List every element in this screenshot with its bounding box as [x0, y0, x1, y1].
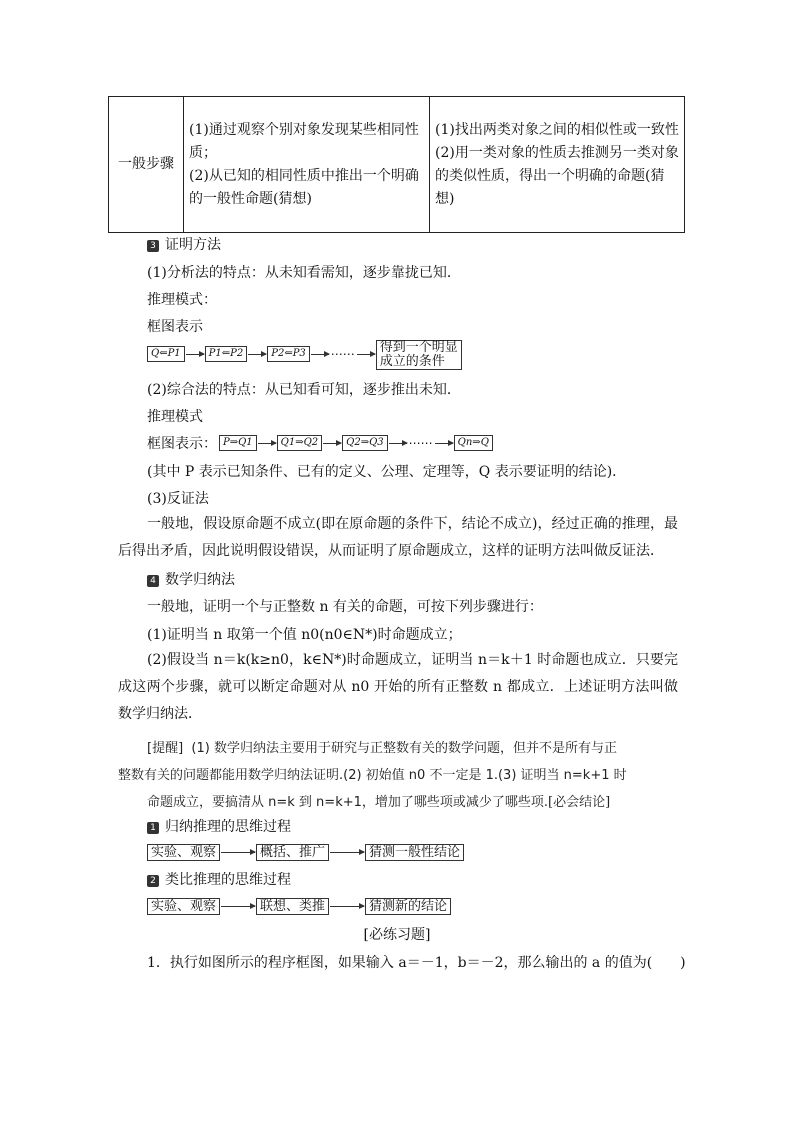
conclusion-number-badge: 2 — [147, 875, 159, 887]
flow-box: 实验、观察 — [147, 898, 220, 915]
flow-box: 猜测一般性结论 — [365, 844, 464, 861]
practice-title: [必练习题] — [363, 927, 431, 943]
flow-box: P2⇐P3 — [267, 346, 310, 362]
flow-box: Qn⇒Q — [454, 435, 493, 451]
conclusion-title: 类比推理的思维过程 — [165, 872, 291, 888]
conclusion-2-heading — [147, 870, 291, 890]
analysis-flowchart — [147, 340, 462, 369]
flow-box: 实验、观察 — [147, 844, 220, 861]
contradiction-title: (3)反证法 — [147, 491, 209, 507]
flow-box: 联想、类推 — [256, 898, 329, 915]
conclusion-number-badge: 1 — [147, 822, 159, 834]
flow-box: Q⇐P1 — [147, 346, 185, 362]
induction-step-2: (2)从已知的相同性质中推出一个明确的一般性命题(猜想) — [189, 167, 419, 207]
induction-step-2-text: (2)假设当 n＝k(k≥n0，k∈N*)时命题成立，证明当 n＝k＋1 时命题也成立．只要完成这两个步骤，就可以断定命题对从 n0 开始的所有正整数 n 都成立．上述证明方法叫做数学归纳法． — [118, 652, 678, 722]
steps-table — [108, 96, 685, 233]
symbol-note: (其中 P 表示已知条件、已有的定义、公理、定理等，Q 表示要证明的结论)． — [147, 464, 627, 480]
ellipsis: ⋯⋯ — [330, 347, 355, 361]
row-label: 一般步骤 — [109, 97, 184, 233]
analogy-step-1: (1)找出两类对象之间的相似性或一致性 — [435, 121, 679, 138]
section-4-heading — [147, 570, 235, 590]
arrow-icon — [330, 852, 364, 853]
ellipsis: ⋯⋯ — [408, 436, 433, 450]
induction-step-1-text: (1)证明当 n 取第一个值 n0(n0∈N*)时命题成立； — [147, 627, 462, 643]
arrow-icon — [357, 354, 375, 355]
arrow-icon — [258, 443, 276, 444]
reasoning-mode-label-2: 推理模式 — [147, 409, 203, 425]
contradiction-text: 一般地，假设原命题不成立(即在原命题的条件下，结论不成立)，经过正确的推理，最后得出矛盾，因此说明假设错误，从而证明了原命题成立，这样的证明方法叫做反证法． — [118, 516, 678, 559]
arrow-icon — [311, 354, 329, 355]
section-number-badge: 3 — [147, 240, 159, 252]
induction-steps-cell — [184, 97, 430, 233]
flow-box: P⇒Q1 — [219, 435, 257, 451]
conclusion-title: 归纳推理的思维过程 — [165, 819, 291, 835]
tip-text-1: (1) 数学归纳法主要用于研究与正整数有关的数学问题，但并不是所有与正 — [191, 741, 617, 756]
section-title: 数学归纳法 — [165, 572, 235, 588]
section-title: 证明方法 — [165, 237, 221, 253]
arrow-icon — [435, 443, 453, 444]
conclusion-1-heading — [147, 817, 291, 837]
section-3-heading — [147, 235, 221, 255]
tip-label: [提醒] — [147, 741, 184, 756]
analogy-flowchart — [147, 897, 451, 915]
flow-label: 框图表示 — [147, 319, 203, 335]
arrow-icon — [389, 443, 407, 444]
analogy-steps-cell — [430, 97, 685, 233]
flow-box: 猜测新的结论 — [365, 898, 451, 915]
tip-line-2: 整数有关的问题都能用数学归纳法证明.(2) 初始值 n0 不一定是 1.(3) 证明当 n=k+1 时 — [118, 768, 627, 783]
arrow-icon — [186, 354, 204, 355]
arrow-icon — [221, 906, 255, 907]
arrow-icon — [323, 443, 341, 444]
induction-intro: 一般地，证明一个与正整数 n 有关的命题，可按下列步骤进行： — [147, 599, 543, 615]
flow-box: 概括、推广 — [256, 844, 329, 861]
flow-box: Q1⇒Q2 — [277, 435, 323, 451]
question-1: 1．执行如图所示的程序框图，如果输入 a＝－1，b＝－2，那么输出的 a 的值为( ) — [147, 955, 686, 971]
reasoning-mode-label: 推理模式： — [147, 292, 217, 308]
tip-line-3 — [147, 789, 610, 817]
section-number-badge: 4 — [147, 575, 159, 587]
tip-text-3: 命题成立，要搞清从 n=k 到 n=k+1，增加了哪些项或减少了哪些项. — [147, 795, 549, 810]
flow-label-2: 框图表示： — [147, 436, 217, 452]
tip-line-1 — [147, 735, 617, 763]
analogy-step-2: (2)用一类对象的性质去推测另一类对象的类似性质，得出一个明确的命题(猜想) — [435, 144, 679, 207]
must-know-tag: [必会结论] — [548, 795, 611, 810]
induction-step-1: (1)通过观察个别对象发现某些相同性质； — [189, 121, 419, 161]
flow-box: P1⇐P2 — [205, 346, 248, 362]
induction-flowchart — [147, 843, 464, 861]
flow-box: Q2⇒Q3 — [342, 435, 388, 451]
analysis-feature: (1)分析法的特点：从未知看需知，逐步靠拢已知． — [147, 265, 461, 281]
arrow-icon — [248, 354, 266, 355]
synthesis-feature: (2)综合法的特点：从已知看可知，逐步推出未知． — [147, 382, 461, 398]
flow-box-final: 得到一个明显成立的条件 — [376, 340, 462, 370]
arrow-icon — [221, 852, 255, 853]
arrow-icon — [330, 906, 364, 907]
synthesis-flowchart — [147, 434, 493, 452]
